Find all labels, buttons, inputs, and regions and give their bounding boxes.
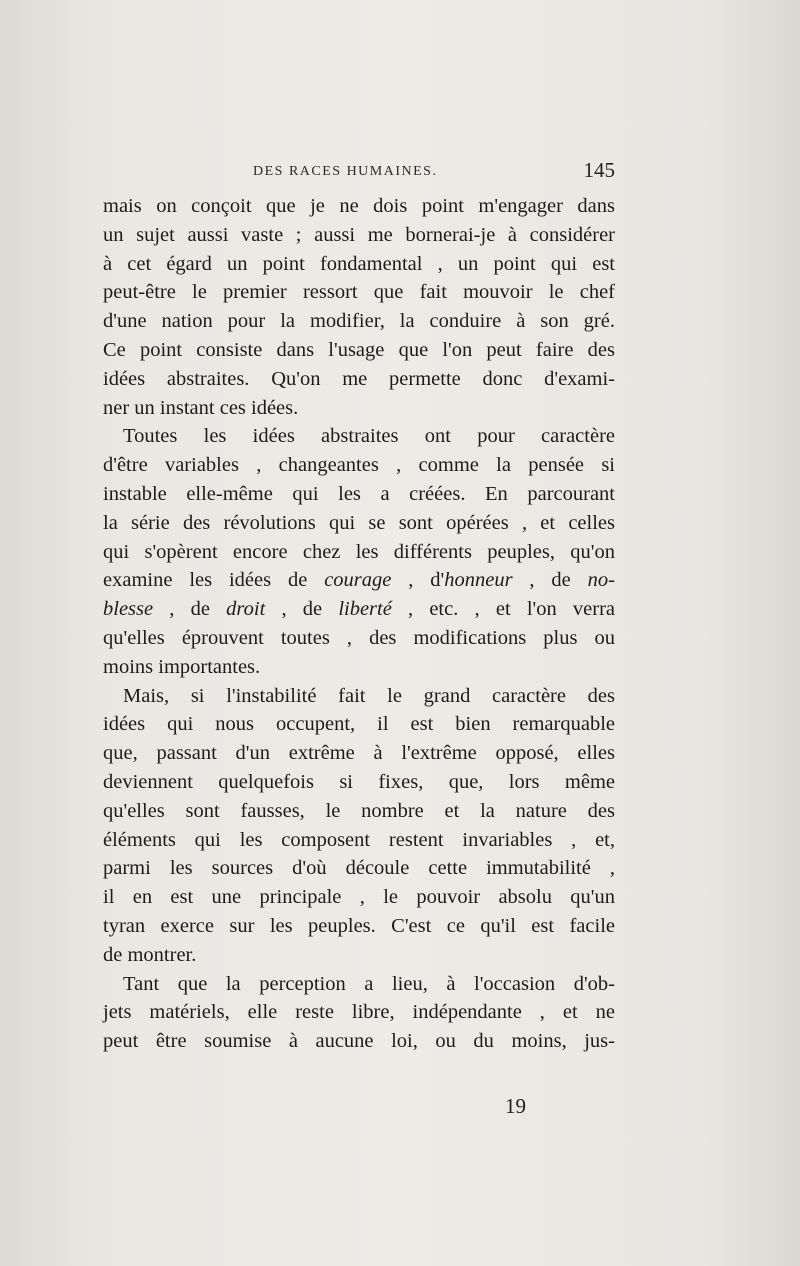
text-line: qu'elles sont fausses, le nombre et la nature des <box>103 799 615 822</box>
text-line: un sujet aussi vaste ; aussi me bornerai-je à considérer <box>103 223 615 246</box>
text-line: éléments qui les composent restent invariables , et, <box>103 828 615 851</box>
text-line: idées abstraites. Qu'on me permette donc d'exami- <box>103 367 615 390</box>
text-line: Ce point consiste dans l'usage que l'on peut faire des <box>103 338 615 361</box>
text-line: examine les idées de courage , d'honneur , de no- <box>103 569 615 592</box>
text-line: qui s'opèrent encore chez les différents peuples, qu'on <box>103 540 615 563</box>
text-line: à cet égard un point fondamental , un point qui est <box>103 252 615 275</box>
text-line: ner un instant ces idées. <box>103 396 299 419</box>
text-line: deviennent quelquefois si fixes, que, lors même <box>103 770 615 793</box>
page-number: 145 <box>583 158 615 182</box>
text-line: d'être variables , changeantes , comme la pensée si <box>103 454 615 477</box>
running-title: DES RACES HUMAINES. <box>253 164 438 179</box>
text-line: Tant que la perception a lieu, à l'occasion d'ob- <box>123 972 615 995</box>
page-header <box>103 158 615 188</box>
text-line: que, passant d'un extrême à l'extrême opposé, elles <box>103 742 615 765</box>
text-line: Toutes les idées abstraites ont pour caractère <box>123 425 615 448</box>
text-line: peut-être le premier ressort que fait mouvoir le chef <box>103 281 615 304</box>
text-line: tyran exerce sur les peuples. C'est ce qu'il est facile <box>103 914 615 937</box>
text-line: instable elle-même qui les a créées. En parcourant <box>103 482 615 505</box>
text-line: Mais, si l'instabilité fait le grand caractère des <box>123 684 615 707</box>
paragraph <box>103 682 615 970</box>
text-line: peut être soumise à aucune loi, ou du moins, jus- <box>103 1030 615 1053</box>
text-line: qu'elles éprouvent toutes , des modifications plus ou <box>103 626 615 649</box>
body-text <box>103 192 615 1056</box>
paragraph <box>103 422 615 681</box>
text-line: de montrer. <box>103 943 197 966</box>
text-line: la série des révolutions qui se sont opérées , et celles <box>103 511 615 534</box>
text-line: idées qui nous occupent, il est bien remarquable <box>103 713 615 736</box>
text-line: mais on conçoit que je ne dois point m'engager dans <box>103 195 615 217</box>
text-line: moins importantes. <box>103 655 261 678</box>
text-line: il en est une principale , le pouvoir absolu qu'un <box>103 886 615 909</box>
text-line: jets matériels, elle reste libre, indépendante , et ne <box>103 1001 615 1024</box>
paragraph <box>103 970 615 1056</box>
paragraph <box>103 192 615 422</box>
signature-mark: 19 <box>505 1094 526 1118</box>
text-line: parmi les sources d'où découle cette immutabilité , <box>103 857 615 880</box>
text-line: blesse , de droit , de liberté , etc. , et l'on verra <box>103 598 615 621</box>
text-line: d'une nation pour la modifier, la conduire à son gré. <box>103 310 615 333</box>
